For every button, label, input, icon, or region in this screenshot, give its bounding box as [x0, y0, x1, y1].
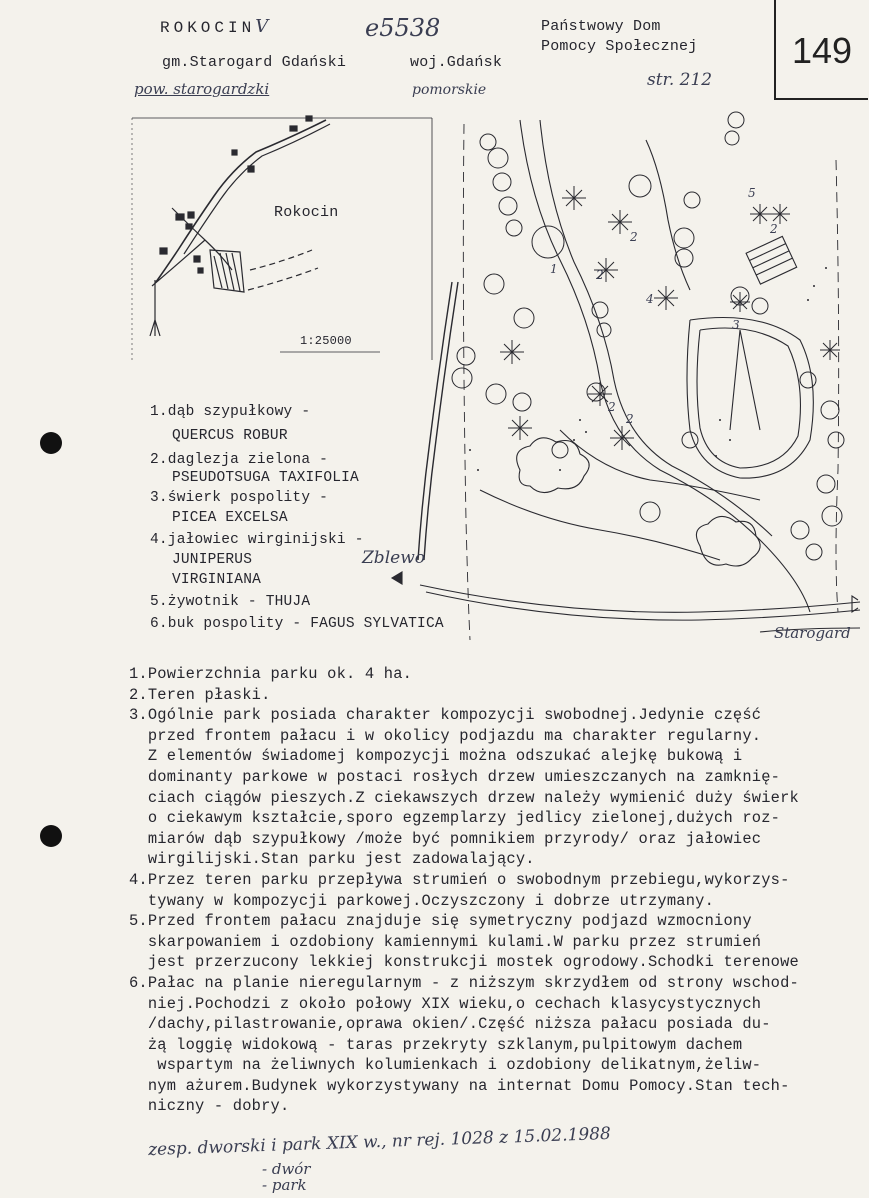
- note-line: żą loggię widokową - taras przekryty szklanym,pulpitowym dachem: [129, 1035, 743, 1054]
- institution-line2: Pomocy Społecznej: [541, 38, 698, 55]
- legend-line: 6.buk pospolity - FAGUS SYLVATICA: [150, 616, 444, 632]
- tree-conifers: [500, 186, 840, 450]
- card-number: 149: [791, 30, 853, 71]
- tree-marker-1: 1: [550, 262, 558, 276]
- tree-marker-2d: 2: [626, 412, 634, 426]
- note-line: /dachy,pilastrowanie,oprawa okien/.Część niższa pałacu posiada du-: [129, 1015, 771, 1034]
- tree-marker-5: 5: [748, 186, 756, 200]
- note-line: 3.Ogólnie park posiada charakter kompozycji swobodnej.Jedynie część: [129, 706, 762, 725]
- note-line: jest przerzucony lekkiej konstrukcji mostek ogrodowy.Schodki terenowe: [129, 953, 799, 972]
- legend-line: 1.dąb szypułkowy -: [150, 404, 311, 420]
- hand-code: e5538: [365, 14, 441, 42]
- note-line: o ciekawym kształcie,sporo egzemplarzy jedlicy zielonej,dużych roz-: [129, 809, 781, 828]
- tree-marker-2c: 2: [608, 400, 616, 414]
- tree-marker-3: 3: [732, 318, 740, 332]
- tree-marker-2e: 2: [770, 222, 778, 236]
- note-line: wspartym na żeliwnych kolumienkach i ozdobiony delikatnym,żeliw-: [129, 1056, 762, 1075]
- park-description: [129, 664, 869, 1117]
- legend-line: 4.jałowiec wirginijski -: [150, 532, 364, 548]
- commune: gm.Starogard Gdański: [162, 54, 347, 71]
- legend-line: 3.świerk pospolity -: [150, 490, 329, 506]
- park-plan: [392, 112, 860, 640]
- legend-line: QUERCUS ROBUR: [172, 428, 288, 444]
- place-mark: V: [255, 16, 269, 37]
- note-line: 4.Przez teren parku przepływa strumień o swobodnym przebiegu,wykorzys-: [129, 870, 790, 889]
- direction-zblewo: Zblewo: [362, 548, 425, 568]
- note-line: niczny - dobry.: [129, 1097, 290, 1116]
- legend-line: PSEUDOTSUGA TAXIFOLIA: [172, 470, 359, 486]
- hand-footer-line1: zesp. dworski i park XIX w., nr rej. 1028 z 15.02.1988: [147, 1123, 612, 1161]
- voivodeship: woj.Gdańsk: [410, 54, 503, 71]
- note-line: Z elementów świadomej kompozycji można odszukać alejkę bukową i: [129, 747, 743, 766]
- tree-crowns: [452, 112, 844, 560]
- note-line: 2.Teren płaski.: [129, 685, 271, 704]
- note-line: ciach ciągów pieszych.Z ciekawszych drzew należy wymienić duży świerk: [129, 788, 799, 807]
- legend-line: 5.żywotnik - THUJA: [150, 594, 311, 610]
- legend-line: JUNIPERUS: [172, 552, 253, 568]
- hand-footer-line3: - park: [262, 1176, 307, 1194]
- note-line: niej.Pochodzi z około połowy XIX wieku,o cechach klasycystycznych: [129, 994, 762, 1013]
- institution-line1: Państwowy Dom: [541, 18, 661, 35]
- tree-marker-2b: 2: [596, 268, 604, 282]
- note-line: wirgilijski.Stan parku jest zadowalający.: [129, 850, 535, 869]
- map-scale: 1:25000: [300, 334, 352, 348]
- legend-line: 2.daglezja zielona -: [150, 452, 329, 468]
- note-line: 5.Przed frontem pałacu znajduje się symetryczny podjazd wzmocniony: [129, 912, 752, 931]
- note-line: 1.Powierzchnia parku ok. 4 ha.: [129, 665, 413, 683]
- note-line: przed frontem pałacu i w okolicy podjazdu ma charakter regularny.: [129, 726, 762, 745]
- legend-line: PICEA EXCELSA: [172, 510, 288, 526]
- hand-county: pow. starogardzki: [134, 80, 270, 98]
- note-line: tywany w kompozycji parkowej.Oczyszczony i dobrze utrzymany.: [129, 891, 715, 910]
- tree-marker-4: 4: [646, 292, 654, 306]
- note-line: dominanty parkowe w postaci rosłych drzew umieszczanych na zamknię-: [129, 767, 781, 786]
- place-name-text: ROKOCIN: [160, 19, 256, 37]
- map-village-label: Rokocin: [274, 204, 339, 221]
- location-map: [132, 116, 432, 360]
- note-line: 6.Pałac na planie nieregularnym - z niższym skrzydłem od strony wschod-: [129, 973, 799, 992]
- hand-page: str. 212: [647, 70, 713, 90]
- hand-region: pomorskie: [412, 82, 487, 98]
- legend-line: VIRGINIANA: [172, 572, 262, 588]
- hand-footer-line2: - dwór: [262, 1160, 311, 1178]
- tree-marker-2a: 2: [630, 230, 638, 244]
- note-line: miarów dąb szypułkowy /może być pomnikiem przyrody/ oraz jałowiec: [129, 829, 762, 848]
- note-line: skarpowaniem i ozdobiony kamiennymi kulami.W parku przez strumień: [129, 932, 762, 951]
- direction-starogard: Starogard: [774, 624, 851, 642]
- note-line: nym ażurem.Budynek wykorzystywany na internat Domu Pomocy.Stan tech-: [129, 1076, 790, 1095]
